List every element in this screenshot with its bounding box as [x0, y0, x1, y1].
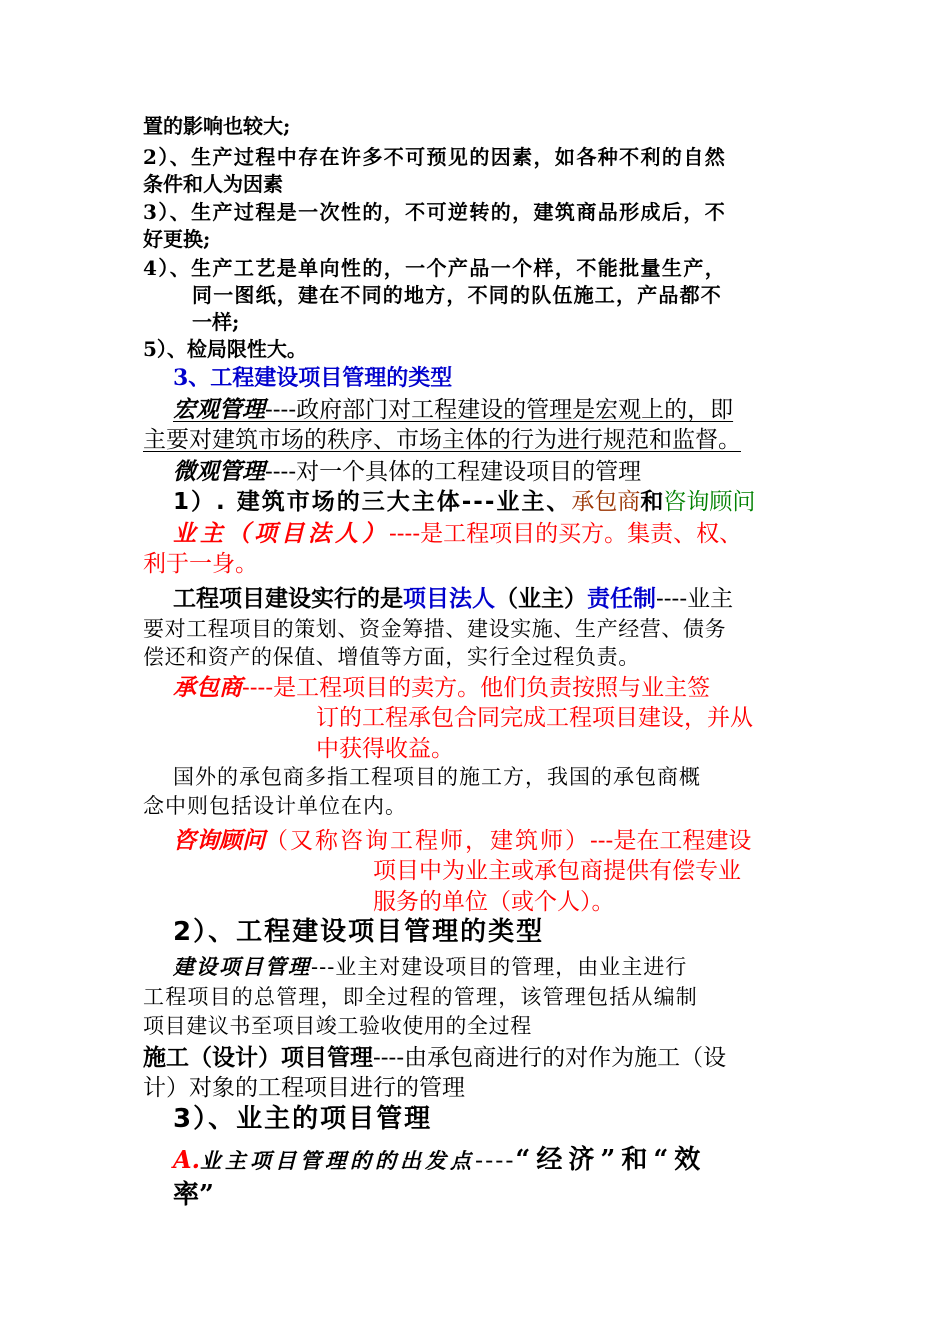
- term-construction-pm: 建设项目管理: [173, 954, 311, 979]
- contractor-definition: [173, 676, 710, 700]
- text-line: 3）、生产过程是一次性的，不可逆转的，建筑商品形成后，不: [143, 200, 727, 224]
- subheading-owner-pm: 3）、业主的项目管理: [173, 1104, 433, 1134]
- text-line: 好更换;: [143, 227, 211, 251]
- term-micro: 微观管理: [173, 458, 265, 485]
- text-line: 4）、生产工艺是单向性的，一个产品一个样，不能批量生产，: [143, 256, 727, 280]
- definition-text: ----是工程项目的买方。集责、权、: [389, 521, 743, 547]
- text-line: 项目中为业主或承包商提供有偿专业: [373, 858, 741, 884]
- text-line: 中获得收益。: [316, 736, 454, 762]
- text-line: 工程项目的总管理，即全过程的管理，该管理包括从编制: [143, 985, 698, 1009]
- term-contractor: 承包商: [571, 489, 641, 515]
- definition-text: ---是在工程建设: [590, 828, 752, 854]
- construction-pm-line: [173, 956, 687, 978]
- micro-management-line: [173, 460, 641, 484]
- design-pm-line: [143, 1046, 726, 1070]
- term-macro: 宏观管理: [173, 396, 265, 423]
- term-consultant: 咨询顾问: [663, 489, 756, 515]
- resp-dash: ----业主: [656, 586, 734, 612]
- owner-definition: [173, 522, 742, 546]
- owner-pm-starting-point: [173, 1147, 706, 1173]
- term-starting-point: 业主项目管理的的出发点: [199, 1148, 475, 1173]
- macro-management-line: [173, 398, 733, 422]
- definition-text: ----由承包商进行的对作为施工（设: [373, 1045, 727, 1071]
- consultant-definition: [173, 829, 751, 853]
- resp-text: 工程项目建设实行的是: [173, 585, 403, 612]
- quoted-keywords: “经济”和“效: [515, 1145, 707, 1175]
- consultant-aka: （又称咨询工程师，建筑师）: [265, 828, 590, 854]
- text-line: 项目建议书至项目竣工验收使用的全过程: [143, 1014, 532, 1038]
- text-line: 主要对建筑市场的秩序、市场主体的行为进行规范和监督。: [143, 427, 741, 453]
- responsibility-line: [173, 587, 733, 611]
- text-line: 计）对象的工程项目进行的管理: [143, 1075, 465, 1101]
- text-line: 率”: [173, 1180, 214, 1210]
- dash: ----: [474, 1146, 516, 1174]
- subheading-three-parties: [173, 491, 755, 514]
- text-line: 订的工程承包合同完成工程项目建设，并从: [316, 705, 753, 731]
- term-contractor: 承包商: [173, 674, 242, 701]
- text-line: 同一图纸，建在不同的地方，不同的队伍施工，产品都不: [192, 283, 722, 307]
- resp-paren: （业主）: [495, 585, 587, 612]
- term-design-pm: 施工（设计）项目管理: [143, 1044, 373, 1071]
- definition-text: ---业主对建设项目的管理，由业主进行: [311, 955, 688, 979]
- term-consultant: 咨询顾问: [173, 827, 265, 854]
- text-line: 念中则包括设计单位在内。: [143, 794, 407, 818]
- subheading-text: 1）. 建筑市场的三大主体---业主、: [173, 489, 572, 515]
- definition-text: ----对一个具体的工程建设项目的管理: [265, 459, 642, 485]
- text-line: 服务的单位（或个人）。: [373, 889, 615, 915]
- text-line: 5）、检局限性大。: [143, 337, 307, 361]
- item-letter: A.: [173, 1145, 200, 1174]
- term-owner: 业主（项目法人）: [173, 520, 389, 547]
- subheading-types: 2）、工程建设项目管理的类型: [173, 917, 545, 947]
- text-line: 一样;: [192, 310, 240, 334]
- term-project-legal-person: 项目法人: [403, 585, 495, 612]
- text-line: 2）、生产过程中存在许多不可预见的因素，如各种不利的自然: [143, 145, 727, 169]
- text-line: 偿还和资产的保值、增值等方面，实行全过程负责。: [143, 645, 640, 669]
- text-line: 利于一身。: [143, 551, 258, 577]
- text-line: 条件和人为因素: [143, 172, 283, 196]
- conjunction: 和: [640, 489, 664, 515]
- text-line: 要对工程项目的策划、资金筹措、建设实施、生产经营、债务: [143, 617, 727, 641]
- section-heading: 3、工程建设项目管理的类型: [173, 365, 453, 391]
- text-line: 置的影响也较大;: [143, 114, 291, 138]
- definition-text: ----政府部门对工程建设的管理是宏观上的，即: [265, 397, 734, 423]
- text-line: 国外的承包商多指工程项目的施工方，我国的承包商概: [173, 765, 701, 789]
- term-responsibility-system: 责任制: [587, 585, 656, 612]
- definition-text: ----是工程项目的卖方。他们负责按照与业主签: [242, 675, 711, 701]
